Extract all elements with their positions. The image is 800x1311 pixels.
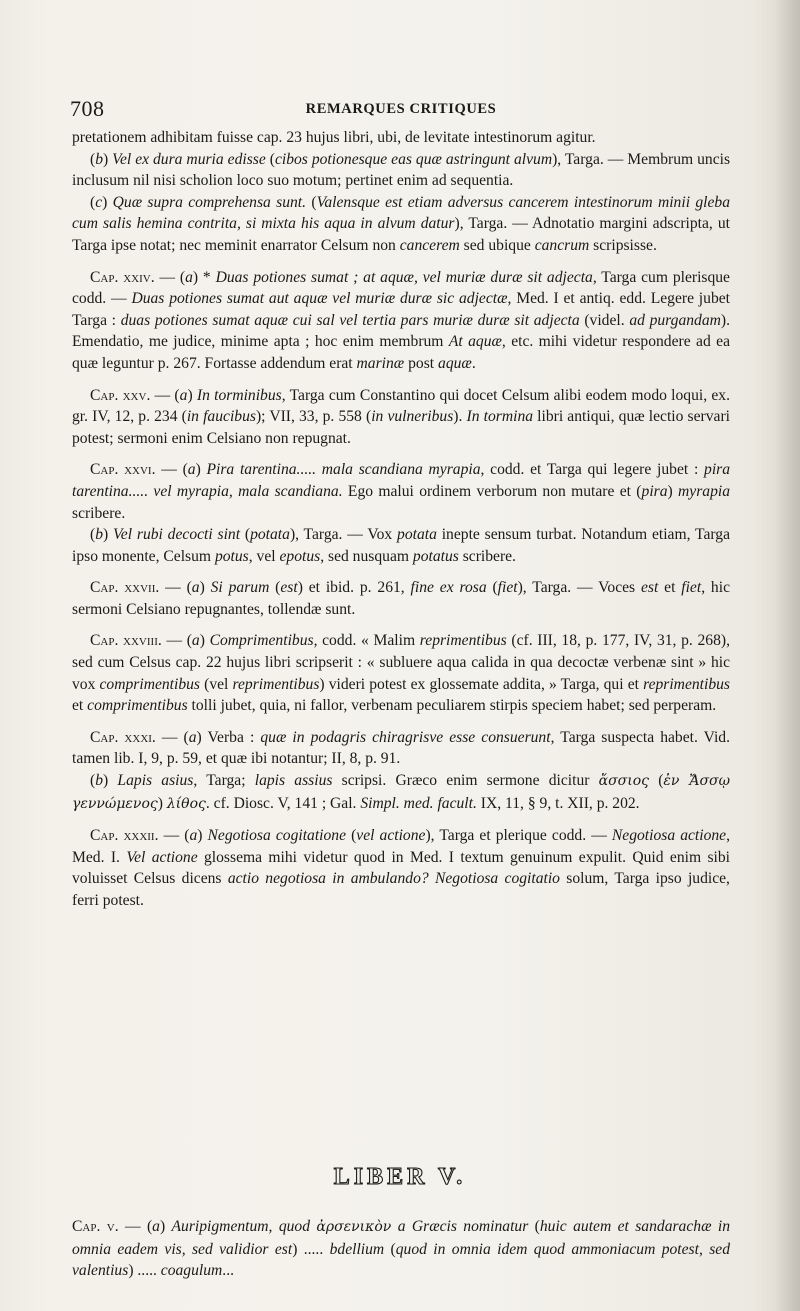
paragraph: (b) Vel rubi decocti sint (potata), Targa. — Vox potata inepte sensum turbat. Notandum etiam, Targa ipso monente, Celsum potus, vel epotus, sed nusquam potatus scribere. [72,526,731,565]
paragraph: Cap. xxxii. — (a) Negotiosa cogitatione (vel actione), Targa et plerique codd. — Negotiosa actione, Med. I. Vel actione glossema mihi videtur quod in Med. I textum genuinum expulit. Quid enim sibi voluisset Celsus dicens actio negotiosa in ambulando? Negotiosa cogitatio solum, Targa ipso judice, ferri potest. [72,827,730,909]
paragraph: (b) Lapis asius, Targa; lapis assius scripsi. Græco enim sermone dicitur ἄσσιος (ἐν Ἄσσῳ γεννώμενος) λίθος. cf. Diosc. V, 141 ; Gal. Simpl. med. facult. IX, 11, § 9, t. XII, p. 202. [72,772,731,812]
paragraph: Cap. xxviii. — (a) Comprimentibus, codd. « Malim reprimentibus (cf. III, 18, p. 177, IV, 31, p. 268), sed cum Celsus cap. 22 hujus libri scripserit : « subluere aqua calida in qua decoctæ verbenæ sint » hic vox comprimentibus (vel reprimentibus) videri potest ex glossemate addita, » Targa, qui et reprimentibus et comprimentibus tolli jubet, quia, ni fallor, verbenam peculiarem stirpis speciem habet; sed perperam. [72,632,730,715]
paragraph: Cap. xxv. — (a) In torminibus, Targa cum Constantino qui docet Celsum alibi eodem modo loqui, ex. gr. IV, 12, p. 234 (in faucibus); VII, 33, p. 558 (in vulneribus). In tormina libri antiqui, quæ lectio servari potest; sermoni enim Celsiano non repugnat. [72,386,730,447]
page-number: 708 [70,96,105,121]
paragraph: (b) Vel ex dura muria edisse (cibos potionesque eas quæ astringunt alvum), Targa. — Membrum uncis inclusum nil nisi scholion loco suo motum; pertinet enim ad sequentia. [72,150,731,190]
running-title: REMARQUES CRITIQUES [305,101,497,117]
bottom-text [72,1216,730,1282]
paragraph: pretationem adhibitam fuisse cap. 23 hujus libri, ubi, de levitate intestinorum agitur. [72,129,596,146]
paragraph: Cap. xxxi. — (a) Verba : quæ in podagris chiragrisve esse consuerunt, Targa suspecta habet. Vid. tamen lib. I, 9, p. 59, et quæ ibi notantur; II, 8, p. 91. [72,728,731,768]
page-edge-shadow [774,0,800,1311]
paragraph: Cap. xxvii. — (a) Si parum (est) et ibid. p. 261, fine ex rosa (fiet), Targa. — Voces est et fiet, hic sermoni Celsiano repugnantes, tollendæ sunt. [72,579,730,618]
page-header [70,96,732,124]
paragraph: Cap. xxvi. — (a) Pira tarentina..... mala scandiana myrapia, codd. et Targa qui legere jubet : pira tarentina..... vel myrapia, mala scandiana. Ego malui ordinem verborum non mutare et (pira) myrapia scribere. [72,461,731,522]
main-text [72,127,730,912]
paragraph: (c) Quæ supra comprehensa sunt. (Valensque est etiam adversus cancerem intestinorum minii gleba cum salis hemina contrita, si mixta his aqua in alvum datur), Targa. — Adnotatio margini adscripta, ut Targa ipse notat; nec meminit enarrator Celsum non cancerem sed ubique cancrum scripsisse. [72,193,730,254]
section-title: LIBER V. [333,1164,467,1190]
paragraph: Cap. v. — (a) Auripigmentum, quod ἀρσενικὸν a Græcis nominatur (huic autem et sandarachæ in omnia eadem vis, sed validior est) ..... bdellium (quod in omnia idem quod ammoniacum potest, sed valentius) ..... coagulum... [72,1218,731,1280]
paragraph: Cap. xxiv. — (a) * Duas potiones sumat ; at aquæ, vel muriæ duræ sit adjecta, Targa cum plerisque codd. — Duas potiones sumat aut aquæ vel muriæ duræ sic adjectæ, Med. I et antiq. edd. Legere jubet Targa : duas potiones sumat aquæ cui sal vel tertia pars muriæ duræ sit adjecta (videl. ad purgandam). Emendatio, me judice, minime apta ; hoc enim membrum At aquæ, etc. mihi videtur respondere ad ea quæ leguntur p. 267. Fortasse addendum erat marinæ post aquæ. [72,268,731,372]
